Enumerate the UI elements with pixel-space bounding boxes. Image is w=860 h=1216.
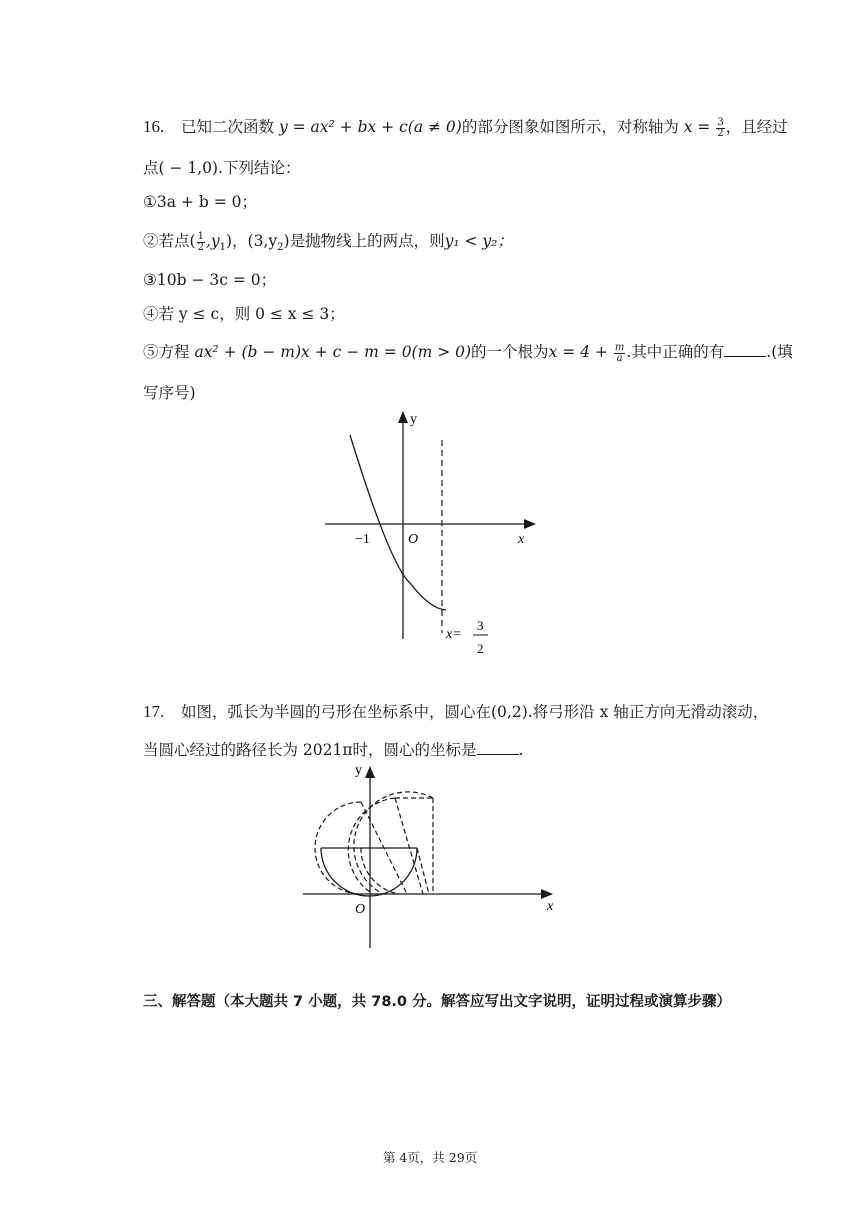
q17-text2-tail: . — [518, 741, 524, 759]
q16-line1 — [143, 116, 788, 139]
q16-last-line: 写序号) — [143, 384, 196, 402]
q16-parabola-figure — [310, 405, 550, 667]
q16-item-1: ①3a + b = 0； — [143, 193, 257, 211]
q16-item5-tail: .其中正确的有 — [626, 343, 725, 361]
q16-item5-equation: ax² + (b − m)x + c − m = 0(m > 0) — [194, 343, 472, 361]
q16-text3: ，且经过 — [725, 118, 788, 136]
q16-item2-start: ②若点( — [143, 232, 196, 250]
q16-axis-den: 2 — [717, 127, 724, 139]
q16-fig-x-label: x — [518, 532, 525, 547]
q16-item5-root: x = 4 + — [548, 343, 613, 361]
q16-item2-num: 1 — [197, 230, 204, 242]
q16-line2: 点( − 1,0).下列结论： — [143, 159, 301, 177]
q16-item-3: ③10b − 3c = 0； — [143, 271, 277, 289]
q17-fig-x-label: x — [547, 899, 554, 914]
q16-item5-start: ⑤方程 — [143, 343, 190, 361]
q17-text1: 如图，弧长为半圆的弓形在坐标系中，圆心在(0,2).将弓形沿 x 轴正方向无滑动滚动， — [181, 703, 769, 721]
q17-text2: 当圆心经过的路径长为 2021π时，圆心的坐标是 — [143, 741, 477, 759]
q16-item2-point2: )，(3,y — [226, 232, 278, 250]
page-footer: 第 4页，共 29页 — [382, 1150, 478, 1165]
q16-fig-y-label: y — [410, 412, 417, 427]
q17-answer-blank[interactable] — [477, 740, 519, 755]
q16-fig-origin: O — [408, 532, 419, 547]
q16-item5-fraction — [614, 343, 625, 364]
q17-fig-y-label: y — [355, 763, 362, 778]
q16-fig-axis-num: 3 — [477, 618, 484, 633]
q16-item2-text: )是抛物线上的两点，则 — [283, 232, 445, 250]
q16-item2-fraction — [197, 232, 205, 253]
q16-axis-fraction — [716, 118, 724, 139]
q16-item-2: ②若点( $\frac{1}{2}$ $,y_1$)，$(3,y_2)$是抛物线上的两点，则y₁ < y₂； — [143, 230, 513, 254]
q16-axis-num: 3 — [717, 116, 724, 128]
q16-item2-y: ,y — [205, 232, 220, 250]
q16-item2-den: 2 — [197, 241, 204, 253]
q16-item-5 — [143, 341, 793, 364]
q16-axis-lhs: x = — [683, 118, 716, 136]
q16-number: 16. — [143, 117, 165, 136]
q16-function: y = ax² + bx + c(a ≠ 0) — [278, 118, 462, 136]
q16-fig-axis-den: 2 — [477, 641, 484, 656]
q16-item-4: ④若 y ≤ c，则 0 ≤ x ≤ 3； — [143, 305, 345, 323]
q16-item2-inequality: y₁ < y₂； — [444, 232, 513, 250]
q16-answer-blank[interactable] — [724, 342, 766, 357]
section-3-heading: 三、解答题（本大题共 7 小题，共 78.0 分。解答应写出文字说明，证明过程或演算步骤） — [143, 994, 732, 1010]
q17-fig-origin: O — [355, 902, 366, 917]
q16-fig-neg-one: −1 — [355, 532, 370, 547]
q16-item5-num: m — [614, 341, 625, 353]
q16-item5-tail2: .(填 — [766, 343, 793, 361]
q17-rolling-figure — [295, 758, 565, 953]
q16-fig-axis-label: x= — [446, 627, 462, 642]
q16-text1: 已知二次函数 — [181, 118, 275, 136]
q16-item5-den: a — [616, 352, 623, 364]
q16-item5-text: 的一个根为 — [471, 343, 549, 361]
q16-text2: 的部分图象如图所示，对称轴为 — [461, 118, 679, 136]
q17-number: 17. — [143, 702, 165, 721]
q17-line1 — [143, 701, 768, 723]
